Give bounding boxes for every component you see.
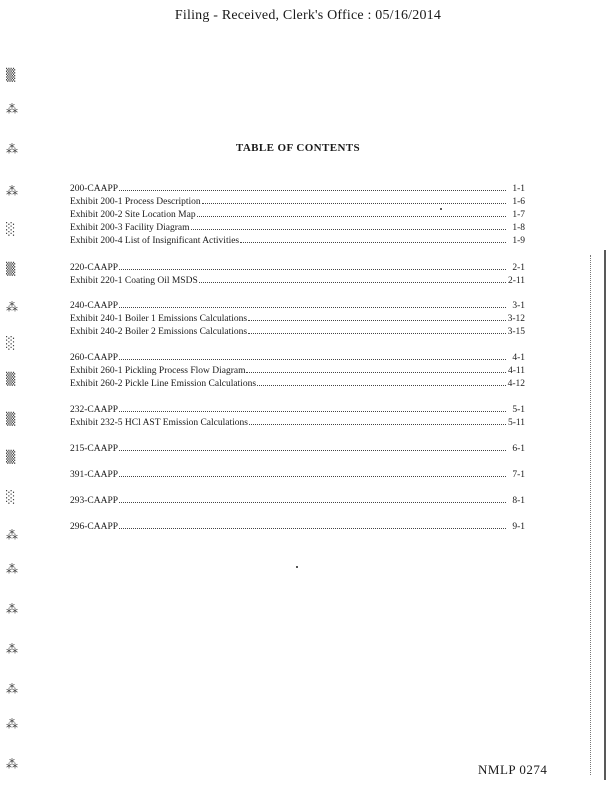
dot-leader [191, 221, 506, 230]
toc-entry-page: 9-1 [512, 522, 525, 532]
toc-entry-page: 5-1 [512, 405, 525, 415]
toc-entry [70, 364, 525, 376]
toc-entry-label: Exhibit 200-3 Facility Diagram [70, 223, 190, 233]
toc-entry-page: 4-1 [512, 353, 525, 363]
dot-leader [202, 195, 506, 204]
dot-leader [119, 403, 506, 412]
toc-entry [70, 274, 525, 286]
dot-leader [248, 325, 506, 334]
toc-entry-page: 2-1 [512, 263, 525, 273]
toc-entry-page: 3-12 [507, 314, 525, 324]
toc-entry-label: Exhibit 232-5 HCl AST Emission Calculations [70, 418, 248, 428]
dot-leader [119, 494, 506, 503]
toc-entry-page: 1-1 [512, 184, 525, 194]
toc-entry-label: Exhibit 220-1 Coating Oil MSDS [70, 276, 198, 286]
toc-entry-label: 260-CAAPP [70, 353, 119, 363]
toc-entry-label: 220-CAAPP [70, 263, 119, 273]
dot-leader [119, 261, 506, 270]
toc-entry-label: Exhibit 240-2 Boiler 2 Emissions Calculations [70, 327, 248, 337]
dot-leader [119, 182, 506, 191]
toc-entry-page: 3-15 [507, 327, 525, 337]
toc-entry-page: 3-1 [512, 301, 525, 311]
left-margin-scan-marks: ▒ ⁂ ⁂ ⁂ ░ ▒ ⁂ ░ ▒ ▒ ▒ ░ ⁂ ⁂ ⁂ ⁂ ⁂ ⁂ ⁂ [6, 68, 18, 771]
toc-entry [70, 261, 525, 273]
toc-entry-label: 200-CAAPP [70, 184, 119, 194]
toc-entry-label: Exhibit 240-1 Boiler 1 Emissions Calculations [70, 314, 248, 324]
toc-entry-label: 296-CAAPP [70, 522, 119, 532]
scan-edge-line [604, 250, 609, 780]
toc-entry [70, 351, 525, 363]
scan-speck [296, 566, 298, 568]
dot-leader [248, 312, 506, 321]
toc-entry [70, 195, 525, 207]
toc-entry-label: Exhibit 200-1 Process Description [70, 197, 201, 207]
toc-entry-page: 1-6 [512, 197, 525, 207]
toc-entry-page: 5-11 [507, 418, 525, 428]
toc-entry [70, 494, 525, 506]
dot-leader [199, 274, 506, 283]
toc-entry [70, 234, 525, 246]
dot-leader [119, 351, 506, 360]
dot-leader [119, 468, 506, 477]
toc-entry [70, 299, 525, 311]
toc-entry-page: 8-1 [512, 496, 525, 506]
toc-entry-page: 4-11 [507, 366, 525, 376]
filing-header: Filing - Received, Clerk's Office : 05/16/2014 [174, 8, 442, 23]
dot-leader [246, 364, 506, 373]
toc-entry [70, 468, 525, 480]
toc-entry [70, 442, 525, 454]
toc-entry [70, 416, 525, 428]
toc-entry-page: 7-1 [512, 470, 525, 480]
toc-entry-label: 391-CAAPP [70, 470, 119, 480]
toc-entry-page: 4-12 [507, 379, 525, 389]
toc-entry [70, 182, 525, 194]
toc-entry [70, 312, 525, 324]
toc-entry-page: 2-11 [507, 276, 525, 286]
dot-leader [119, 520, 506, 529]
toc-entry-label: Exhibit 200-2 Site Location Map [70, 210, 196, 220]
toc-entry-page: 6-1 [512, 444, 525, 454]
toc-entry [70, 520, 525, 532]
scan-speck [440, 208, 442, 210]
toc-entry-label: 240-CAAPP [70, 301, 119, 311]
toc-entry-label: 232-CAAPP [70, 405, 119, 415]
toc-entry-label: Exhibit 260-2 Pickle Line Emission Calculations [70, 379, 257, 389]
toc-title: TABLE OF CONTENTS [235, 142, 361, 154]
toc-entry [70, 325, 525, 337]
toc-entry-label: 293-CAAPP [70, 496, 119, 506]
toc-entry-label: 215-CAAPP [70, 444, 119, 454]
dot-leader [249, 416, 506, 425]
dot-leader [197, 208, 506, 217]
dot-leader [119, 442, 506, 451]
toc-entry-label: Exhibit 260-1 Pickling Process Flow Diagram [70, 366, 246, 376]
toc-entry-page: 1-8 [512, 223, 525, 233]
toc-entry-page: 1-9 [512, 236, 525, 246]
toc-entry-label: Exhibit 200-4 List of Insignificant Activities [70, 236, 240, 246]
toc-entry [70, 403, 525, 415]
scan-edge-dots [590, 255, 593, 775]
bates-number: NMLP 0274 [478, 762, 548, 777]
toc-entry [70, 221, 525, 233]
toc-entry [70, 377, 525, 389]
toc-entry [70, 208, 525, 220]
dot-leader [119, 299, 506, 308]
dot-leader [240, 234, 506, 243]
toc-entry-page: 1-7 [512, 210, 525, 220]
dot-leader [257, 377, 506, 386]
